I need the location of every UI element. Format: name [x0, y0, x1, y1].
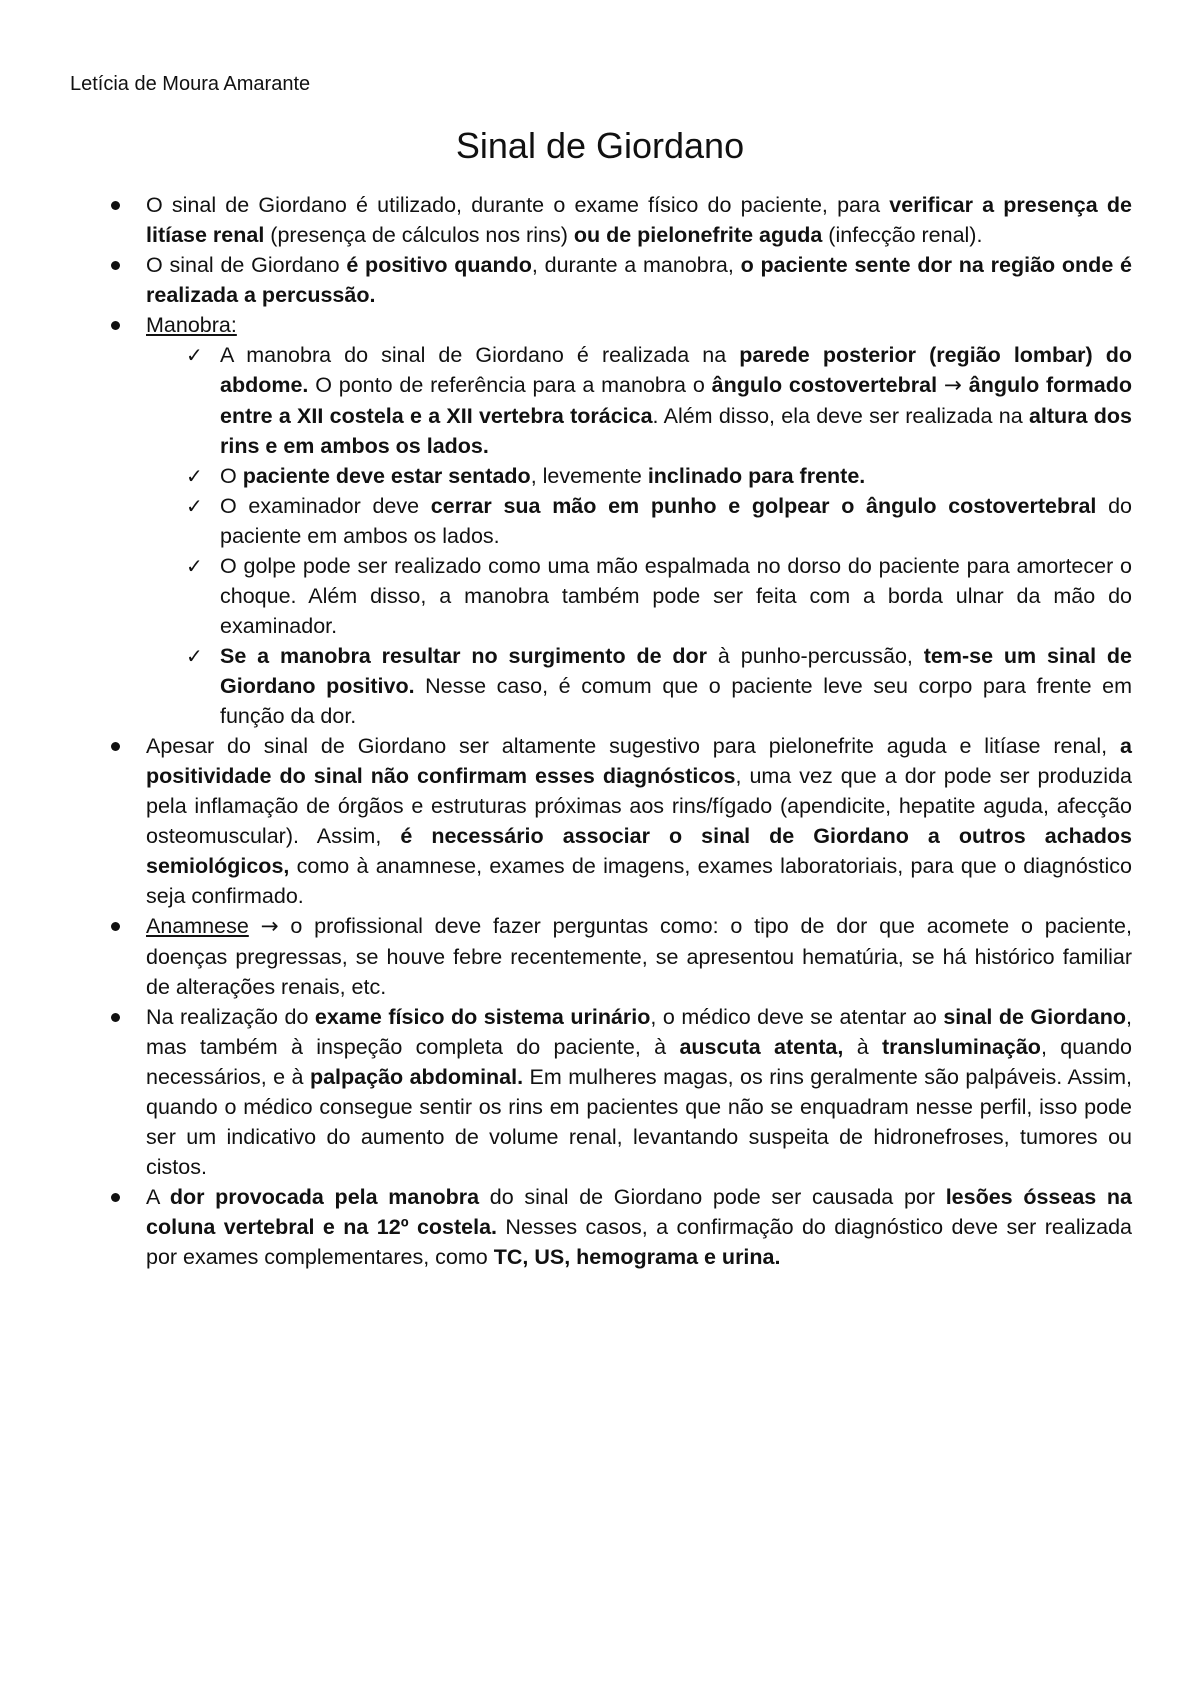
list-item-physical-exam: Na realização do exame físico do sistema urinário, o médico deve se atentar ao sinal de Giordano, mas também à inspeção completa do paciente, à auscuta atenta, à transluminação, quando necessários, e à palpação abdominal. Em mulheres magas, os rins geralmente são palpáveis. Assim, quando o médico consegue sentir os rins em pacientes que não se enquadram nesse perfil, isso pode ser um indicativo do aumento de volume renal, levantando suspeita de hidronefroses, tumores ou cistos. [108, 1002, 1132, 1182]
anamnesis-heading: Anamnese [146, 914, 249, 938]
document-body [108, 190, 1132, 1272]
checkmark-icon: ✓ [186, 464, 203, 488]
check-item-technique: ✓ O golpe pode ser realizado como uma mão espalmada no dorso do paciente para amortecer o choque. Além disso, a manobra também pode ser feita com a borda ulnar da mão do examinador. [146, 551, 1132, 641]
checkmark-icon: ✓ [186, 554, 203, 578]
maneuver-checklist [146, 340, 1132, 731]
author-name: Letícia de Moura Amarante [70, 73, 311, 95]
list-item-maneuver [108, 310, 1132, 731]
check-item-result: ✓ Se a manobra resultar no surgimento de dor à punho-percussão, tem-se um sinal de Giordano positivo. Nesse caso, é comum que o paciente leve seu corpo para frente em função da dor. [146, 641, 1132, 731]
list-item-positive-sign: O sinal de Giordano é positivo quando, durante a manobra, o paciente sente dor na região onde é realizada a percussão. [108, 250, 1132, 310]
list-item-diagnosis-limits: Apesar do sinal de Giordano ser altamente sugestivo para pielonefrite aguda e litíase renal, a positividade do sinal não confirmam esses diagnósticos, uma vez que a dor pode ser produzida pela inflamação de órgãos e estruturas próximas aos rins/fígado (apendicite, hepatite aguda, afecção osteomuscular). Assim, é necessário associar o sinal de Giordano a outros achados semiológicos, como à anamnese, exames de imagens, exames laboratoriais, para que o diagnóstico seja confirmado. [108, 731, 1132, 911]
maneuver-heading: Manobra: [146, 313, 237, 337]
page-title: Sinal de Giordano [455, 125, 745, 166]
list-item-differential: A dor provocada pela manobra do sinal de Giordano pode ser causada por lesões ósseas na coluna vertebral e na 12º costela. Nesses casos, a confirmação do diagnóstico deve ser realizada por exames complementares, como TC, US, hemograma e urina. [108, 1182, 1132, 1272]
arrow-right-icon: → [260, 914, 279, 939]
check-item-position: ✓ O paciente deve estar sentado, levemente inclinado para frente. [146, 461, 1132, 491]
arrow-right-icon: → [943, 373, 962, 398]
list-item-purpose: O sinal de Giordano é utilizado, durante o exame físico do paciente, para verificar a presença de litíase renal (presença de cálculos nos rins) ou de pielonefrite aguda (infecção renal). [108, 190, 1132, 250]
bullet-list [108, 190, 1132, 1272]
check-item-location: ✓ A manobra do sinal de Giordano é realizada na parede posterior (região lombar) do abdome. O ponto de referência para a manobra o ângulo costovertebral → ângulo formado entre a XII costela e a XII vertebra torácica. Além disso, ela deve ser realizada na altura dos rins e em ambos os lados. [146, 340, 1132, 461]
checkmark-icon: ✓ [186, 644, 203, 668]
check-item-fist: ✓ O examinador deve cerrar sua mão em punho e golpear o ângulo costovertebral do paciente em ambos os lados. [146, 491, 1132, 551]
checkmark-icon: ✓ [186, 494, 203, 518]
checkmark-icon: ✓ [186, 343, 203, 367]
list-item-anamnesis: Anamnese → o profissional deve fazer perguntas como: o tipo de dor que acomete o paciente, doenças pregressas, se houve febre recentemente, se apresentou hematúria, se há histórico familiar de alterações renais, etc. [108, 911, 1132, 1002]
